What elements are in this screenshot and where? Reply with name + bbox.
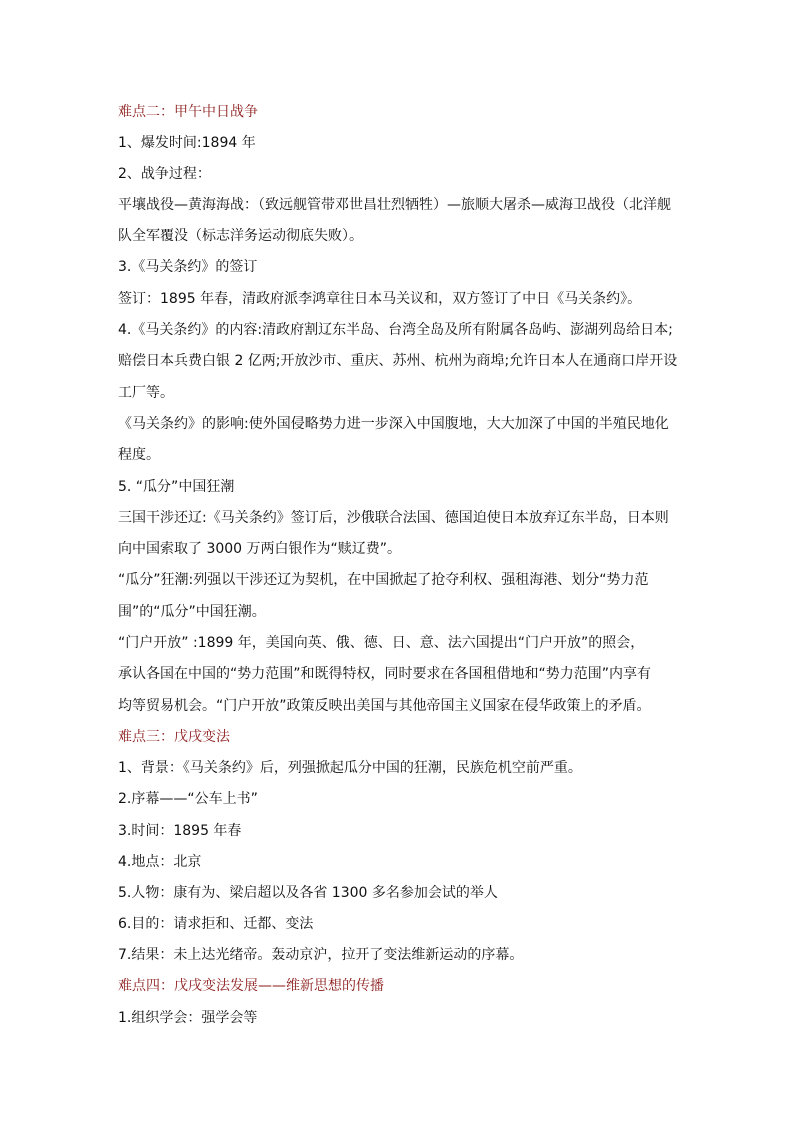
section-heading-reform-1898: 难点三：戊戌变法 bbox=[118, 729, 230, 745]
paragraph-line: 均等贸易机会。“门户开放”政策反映出美国与其他帝国主义国家在侵华政策上的矛盾。 bbox=[118, 698, 651, 714]
paragraph-line: 5. “瓜分”中国狂潮 bbox=[118, 479, 235, 495]
paragraph-line: 2、战争过程： bbox=[118, 166, 211, 182]
paragraph-line: “门户开放” :1899 年，美国向英、俄、德、日、意、法六国提出“门户开放”的照会， bbox=[118, 635, 645, 651]
paragraph-line: 队全军覆没（标志洋务运动彻底失败）。 bbox=[118, 228, 363, 244]
paragraph-line: 三国干涉还辽:《马关条约》签订后，沙俄联合法国、德国迫使日本放弃辽东半岛，日本则 bbox=[118, 510, 669, 526]
paragraph-line: 程度。 bbox=[118, 447, 160, 463]
paragraph-line: 2.序幕——“公车上书” bbox=[118, 791, 258, 807]
paragraph-line: 1、爆发时间:1894 年 bbox=[118, 135, 256, 151]
paragraph-line: 签订：1895 年春，清政府派李鸿章往日本马关议和，双方签订了中日《马关条约》。 bbox=[118, 291, 642, 307]
paragraph-line: 6.目的：请求拒和、迁都、变法 bbox=[118, 916, 314, 932]
paragraph-line: 赔偿日本兵费白银 2 亿两;开放沙市、重庆、苏州、杭州为商埠;允许日本人在通商口岸开设 bbox=[118, 353, 678, 369]
paragraph-line: 《马关条约》的影响:使外国侵略势力进一步深入中国腹地，大大加深了中国的半殖民地化 bbox=[118, 416, 669, 432]
paragraph-line: 7.结果：未上达光绪帝。轰动京沪，拉开了变法维新运动的序幕。 bbox=[118, 947, 524, 963]
paragraph-line: 工厂等。 bbox=[118, 385, 174, 401]
paragraph-line: 1、背景：《马关条约》后，列强掀起瓜分中国的狂潮，民族危机空前严重。 bbox=[118, 760, 582, 776]
section-heading-reform-development: 难点四：戊戌变法发展——维新思想的传播 bbox=[118, 978, 384, 994]
paragraph-line: 1.组织学会：强学会等 bbox=[118, 1010, 258, 1026]
paragraph-line: 围”的“瓜分”中国狂潮。 bbox=[118, 604, 266, 620]
paragraph-line: 平壤战役—黄海海战：（致远舰管带邓世昌壮烈牺牲）—旅顺大屠杀—威海卫战役（北洋舰 bbox=[118, 197, 671, 213]
paragraph-line: 向中国索取了 3000 万两白银作为“赎辽费”。 bbox=[118, 541, 402, 557]
paragraph-line: 5.人物：康有为、梁启超以及各省 1300 多名参加会试的举人 bbox=[118, 885, 498, 901]
paragraph-line: 承认各国在中国的“势力范围”和既得特权，同时要求在各国租借地和“势力范围”内享有 bbox=[118, 666, 652, 682]
paragraph-line: 3.时间：1895 年春 bbox=[118, 823, 242, 839]
paragraph-line: 4.《马关条约》的内容:清政府割辽东半岛、台湾全岛及所有附属各岛屿、澎湖列岛给日本; bbox=[118, 322, 673, 338]
section-heading-sino-japanese-war: 难点二：甲午中日战争 bbox=[118, 104, 258, 120]
paragraph-line: 3.《马关条约》的签订 bbox=[118, 259, 258, 275]
paragraph-line: “瓜分”狂潮:列强以干涉还辽为契机，在中国掀起了抢夺利权、强租海港、划分“势力范 bbox=[118, 572, 649, 588]
paragraph-line: 4.地点：北京 bbox=[118, 854, 202, 870]
